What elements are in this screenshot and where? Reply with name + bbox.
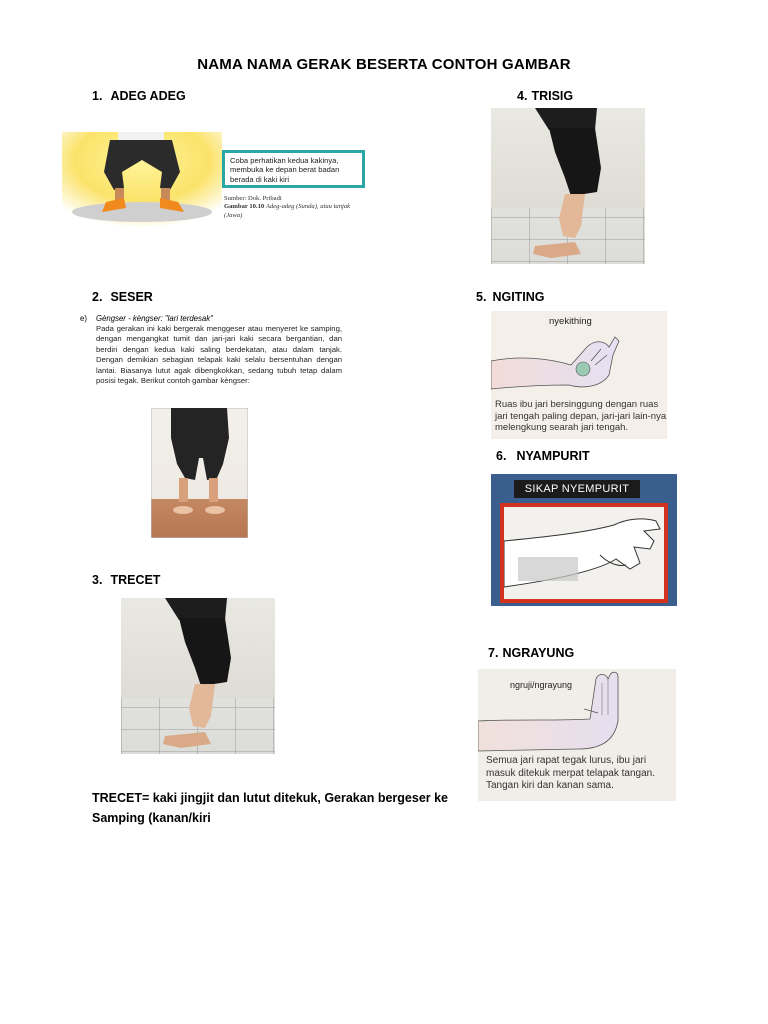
nyampurit-drawing-area [504, 507, 664, 599]
adeg-adeg-figure [62, 132, 222, 228]
trisig-figure [491, 108, 645, 264]
seser-marker: e) [80, 314, 87, 323]
seser-text-block [80, 314, 342, 386]
adeg-adeg-image [62, 132, 372, 228]
trecet-figure [121, 598, 275, 754]
heading-trecet: 3. TRECET [92, 573, 161, 587]
ngiting-image [491, 311, 667, 439]
trisig-image [491, 108, 645, 264]
page-title: NAMA NAMA GERAK BESERTA CONTOH GAMBAR [197, 56, 571, 73]
heading-seser: 2. SESER [92, 290, 153, 304]
ngiting-caption: Ruas ibu jari bersinggung dengan ruas jari tengah paling depan, jari-jari lain-nya melengkung searah jari tengah. [495, 399, 667, 433]
trecet-note: TRECET= kaki jingjit dan lutut ditekuk, Gerakan bergeser ke Samping (kanan/kiri [92, 791, 449, 825]
adeg-adeg-info-box [222, 150, 365, 188]
ngrayung-image [478, 669, 676, 801]
nyampurit-image [491, 474, 677, 606]
seser-heading: Gèngser - kèngser: "lari terdesak" [96, 314, 213, 323]
trecet-image [121, 598, 275, 754]
heading-adeg-adeg: 1. ADEG ADEG [92, 89, 186, 103]
ngrayung-caption: Semua jari rapat tegak lurus, ibu jari masuk ditekuk merpat telapak tangan. Tangan kiri dan kanan sama. [486, 755, 655, 791]
ngrayung-label: ngruji/ngrayung [510, 680, 573, 690]
seser-figure [151, 408, 248, 538]
adeg-adeg-box-text: Coba perhatikan kedua kakinya, membuka ke depan berat badan berada di kaki kiri [230, 156, 340, 184]
seser-paragraph: Pada gerakan ini kaki bergerak menggeser atau menyeret ke samping, dengan mengangkat tumit dan jari-jari kaki secara bergantian, dan berdiri dengan kedua kaki saling berdekatan, atau dalam tanjak. Dengan demikian sebagian telapak kaki selalu bersentuhan dengan lantai. Biasanya lutut agak dibengkokkan, sedang tubuh tetap dalam posisi tegak. Berikut contoh gambar kèngser: [96, 324, 342, 386]
heading-ngrayung: 7. NGRAYUNG [488, 646, 575, 660]
adeg-adeg-source: Sumber: Dok. Pribadi Gambar 10.10 Adeg-adeg (Sunda), atau tanjak (Jawa) [224, 195, 351, 219]
ngrayung-hand-figure [478, 669, 676, 753]
ngiting-hand-figure [491, 325, 667, 405]
heading-nyampurit: 6. NYAMPURIT [496, 449, 590, 463]
seser-image [151, 408, 248, 538]
heading-ngiting: 5. NGITING [476, 290, 545, 304]
nyampurit-banner: SIKAP NYEMPURIT [514, 480, 640, 498]
heading-trisig: 4. TRISIG [517, 89, 574, 103]
ngiting-label: nyekithing [549, 316, 592, 327]
nyampurit-hand-figure [504, 507, 664, 599]
